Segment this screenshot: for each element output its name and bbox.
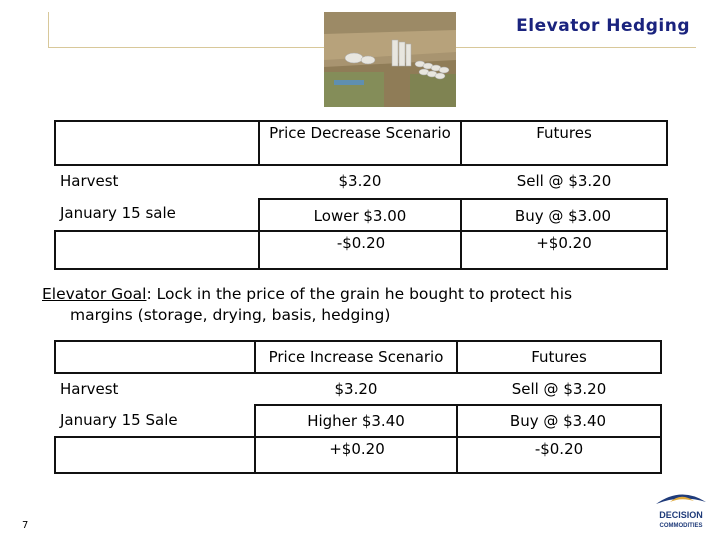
table1-row2-price: Lower $3.00 <box>258 198 462 232</box>
table2-row1-futures: Sell @ $3.20 <box>511 379 607 398</box>
table1-row1-label: Harvest <box>60 171 119 190</box>
table2-row3-price: +$0.20 <box>254 436 458 474</box>
header-rule-vertical <box>48 12 49 48</box>
elevator-goal-text <box>42 284 682 326</box>
table2-row3-empty <box>54 436 256 474</box>
table1-row3-futures: +$0.20 <box>460 230 668 270</box>
table2-header-scenario: Price Increase Scenario <box>254 340 458 374</box>
table2-row2-futures: Buy @ $3.40 <box>456 404 662 436</box>
table2-row1-price: $3.20 <box>334 379 378 398</box>
table2-row2-price: Higher $3.40 <box>254 404 458 436</box>
table1-row1-futures: Sell @ $3.20 <box>516 171 612 190</box>
table2-header-futures: Futures <box>456 340 662 374</box>
decision-commodities-logo <box>650 488 712 530</box>
page-number: 7 <box>22 520 29 531</box>
table1-header-empty <box>54 120 260 166</box>
table1-header-scenario: Price Decrease Scenario <box>258 120 462 166</box>
table1-row2-label: January 15 sale <box>60 203 176 222</box>
table1-row2-futures: Buy @ $3.00 <box>460 198 668 232</box>
table2-row1-label: Harvest <box>60 379 119 398</box>
svg-text:COMMODITIES: COMMODITIES <box>659 523 703 529</box>
grain-elevator-photo <box>324 12 456 107</box>
table1-row3-price: -$0.20 <box>258 230 462 270</box>
table2-header-empty <box>54 340 256 374</box>
goal-line2: margins (storage, drying, basis, hedging) <box>70 306 391 324</box>
table2-row3-futures: -$0.20 <box>456 436 662 474</box>
table1-row3-empty <box>54 230 260 270</box>
goal-label: Elevator Goal <box>42 285 147 303</box>
table1-header-futures: Futures <box>460 120 668 166</box>
table1-row1-price: $3.20 <box>338 171 382 190</box>
goal-line1: : Lock in the price of the grain he bought to protect his <box>146 285 573 303</box>
page-title: Elevator Hedging <box>516 16 690 36</box>
table2-row2-label: January 15 Sale <box>60 410 178 429</box>
svg-text:DECISION: DECISION <box>659 510 703 520</box>
